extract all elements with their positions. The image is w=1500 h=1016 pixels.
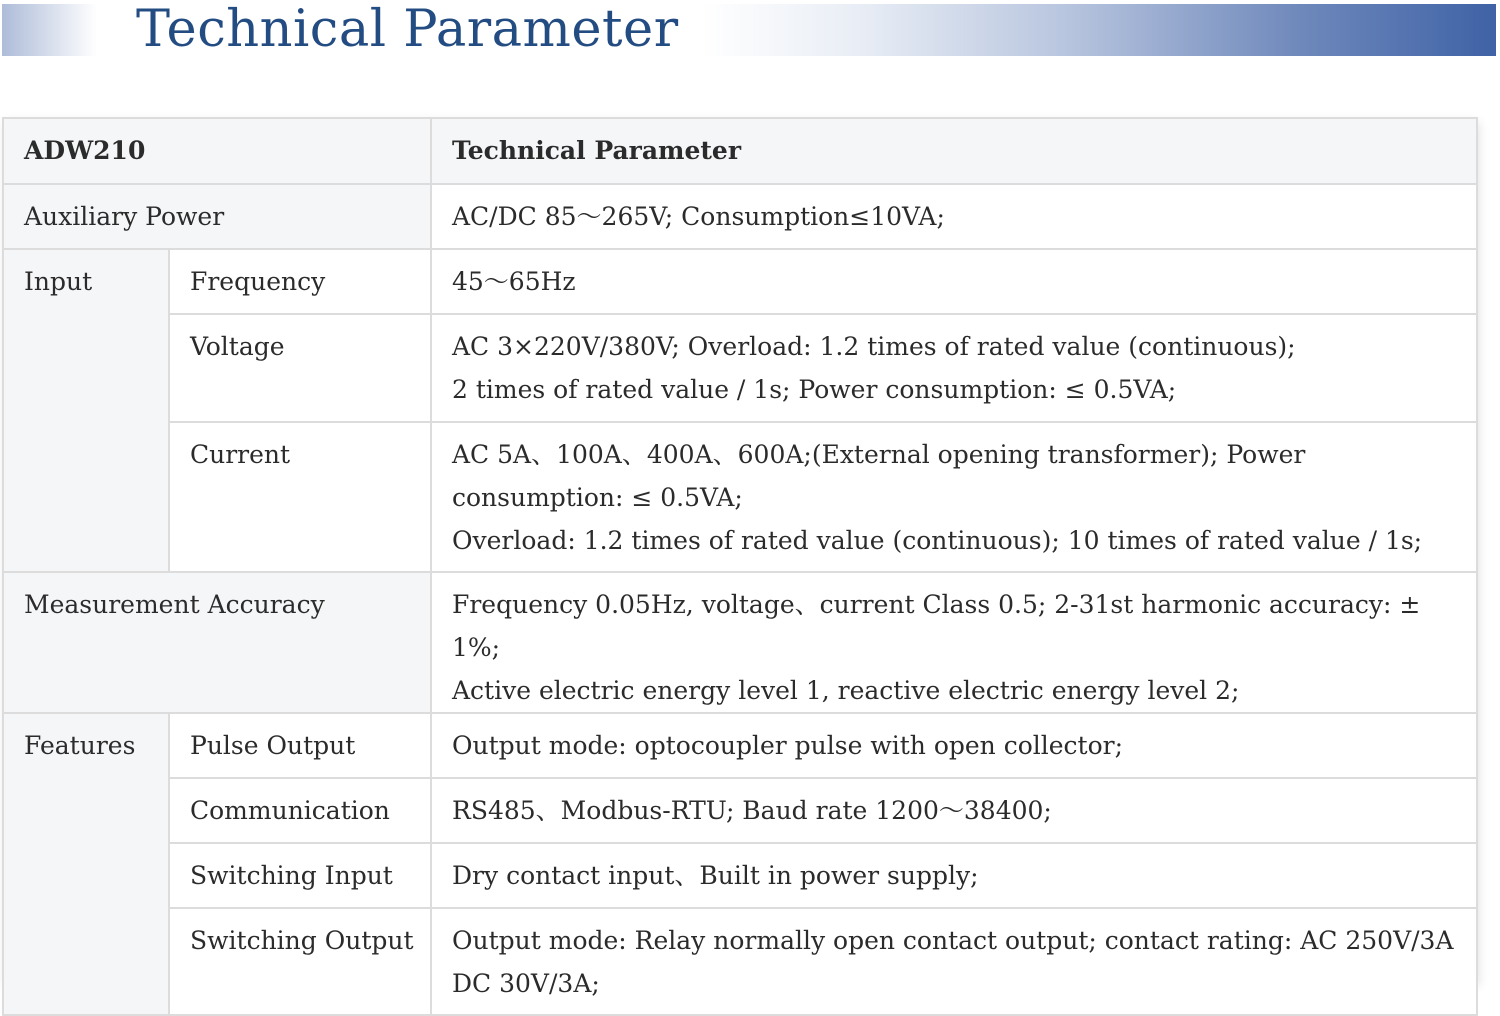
voltage-value	[431, 314, 1477, 422]
frequency-value: 45～65Hz	[431, 249, 1477, 314]
accuracy-value-line-1: Frequency 0.05Hz, voltage、current Class 0.5; 2-31st harmonic accuracy: ± 1%;	[452, 590, 1421, 662]
header-banner	[2, 0, 1496, 59]
model-header: ADW210	[3, 118, 431, 184]
current-value	[431, 422, 1477, 572]
communication-value: RS485、Modbus-RTU; Baud rate 1200～38400;	[431, 778, 1477, 843]
accuracy-value	[431, 572, 1477, 713]
current-value-line-1: AC 5A、100A、400A、600A;(External opening transformer); Power	[452, 440, 1306, 469]
table-row-auxiliary-power	[3, 184, 1477, 249]
accuracy-label: Measurement Accuracy	[3, 572, 431, 713]
parameter-header: Technical Parameter	[431, 118, 1477, 184]
accuracy-value-line-2: Active electric energy level 1, reactive electric energy level 2;	[452, 676, 1240, 705]
communication-label: Communication	[169, 778, 431, 843]
current-value-line-2: consumption: ≤ 0.5VA;	[452, 483, 743, 512]
frequency-label: Frequency	[169, 249, 431, 314]
current-label: Current	[169, 422, 431, 572]
voltage-value-line-1: AC 3×220V/380V; Overload: 1.2 times of rated value (continuous);	[452, 332, 1296, 361]
table-row-frequency	[3, 249, 1477, 314]
input-group-label: Input	[3, 249, 169, 572]
table-row-measurement-accuracy	[3, 572, 1477, 713]
voltage-label: Voltage	[169, 314, 431, 422]
current-value-line-3: Overload: 1.2 times of rated value (continuous); 10 times of rated value / 1s;	[452, 526, 1423, 555]
table-row-pulse-output	[3, 713, 1477, 778]
table-row-communication	[3, 778, 1477, 843]
switching-input-value: Dry contact input、Built in power supply;	[431, 843, 1477, 908]
table-header-row	[3, 118, 1477, 184]
features-group-label: Features	[3, 713, 169, 1015]
switching-output-value-line-2: DC 30V/3A;	[452, 969, 600, 998]
aux-power-label: Auxiliary Power	[3, 184, 431, 249]
switching-output-value-line-1: Output mode: Relay normally open contact output; contact rating: AC 250V/3A	[452, 926, 1454, 955]
switching-input-label: Switching Input	[169, 843, 431, 908]
aux-power-value: AC/DC 85～265V; Consumption≤10VA;	[431, 184, 1477, 249]
page-title: Technical Parameter	[136, 0, 679, 59]
switching-output-label: Switching Output	[169, 908, 431, 1015]
table-row-current	[3, 422, 1477, 572]
pulse-output-value: Output mode: optocoupler pulse with open collector;	[431, 713, 1477, 778]
pulse-output-label: Pulse Output	[169, 713, 431, 778]
table-row-switching-input	[3, 843, 1477, 908]
spec-table	[2, 117, 1478, 1016]
table-row-voltage	[3, 314, 1477, 422]
voltage-value-line-2: 2 times of rated value / 1s; Power consumption: ≤ 0.5VA;	[452, 375, 1177, 404]
